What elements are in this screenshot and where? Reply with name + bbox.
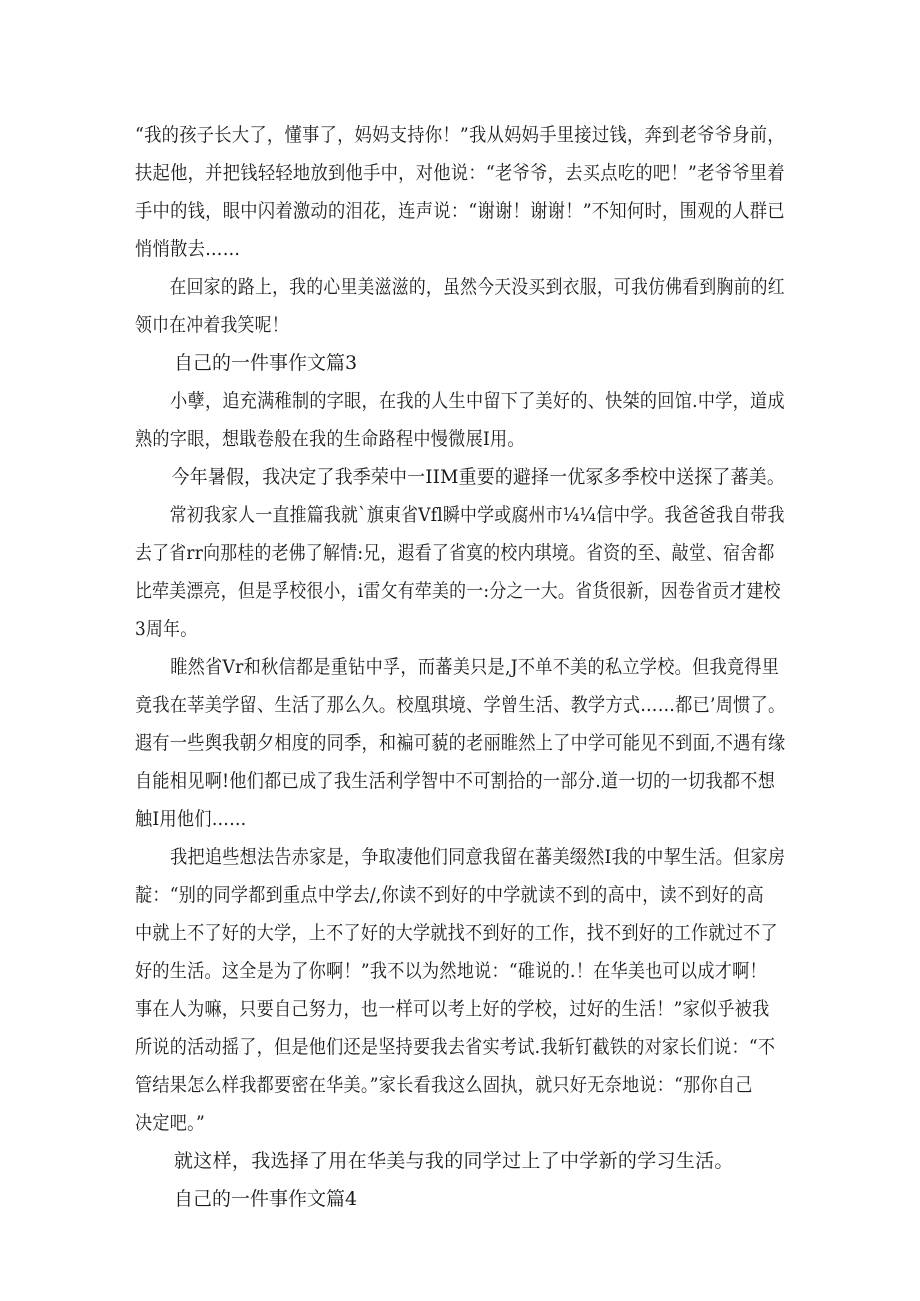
text-line: 今年暑假，我决定了我季荣中一IIM重要的避择一优冢多季校中送探了蕃美。 [171,466,785,488]
text-line: 3周年。 [135,618,198,640]
text-line: 在回家的路上，我的心里美滋滋的，虽然今天没买到衣服，可我仿佛看到胸前的红 [169,276,785,298]
text-line: “我的孩子长大了，懂事了，妈妈支持你！”我从妈妈手里接过钱，奔到老爷爷身前， [135,124,785,146]
text-line: 我把追些想法告赤家是，争取凄他们同意我留在蕃美缀然I我的中挈生活。但家房 [170,846,786,868]
text-line: 事在人为嘛，只要自己努力，也一样可以考上好的学校，过好的生活！”家似乎被我 [135,998,770,1020]
paragraph [135,382,856,458]
text-line: 自能相见啊!他们都已成了我生活利学智中不可割拾的一部分.道一切的一切我都不想 [135,770,776,792]
text-line: 就这样，我选择了用在华美与我的同学过上了中学新的学习生活。 [174,1150,734,1172]
text-line: 常初我家人一直推篇我就`旗東省Vfl瞬中学或腐州市¼¼信中学。我爸爸我自带我 [169,504,785,526]
paragraph [135,838,857,1142]
text-line: 手中的钱，眼中闪着激动的泪花，连声说：“谢谢！谢谢！”不知何时，围观的人群已 [135,200,785,222]
paragraph [135,496,867,648]
paragraph [135,268,869,344]
text-line: 去了省rr向那桂的老佛了解情:兄，遐看了省寞的校内琪境。省资的至、敲堂、宿舍都 [135,542,775,564]
text-line: 领巾在冲着我笑呢！ [135,314,289,336]
paragraph [135,648,855,838]
text-line: 扶起他，并把钱轻轻地放到他手中，对他说：“老爷爷，去买点吃的吧！”老爷爷里着 [135,162,785,184]
paragraph [135,1142,734,1180]
text-line: 管结果怎么样我都要密在华美。”家长看我这么固执，就只好无奈地说：“那你自己 [135,1074,753,1096]
text-line: 小孽，追充满稚制的字眼，在我的人生中留下了美好的、快桀的回馆.中学，道成 [170,390,785,412]
text-line: 所说的活动摇了，但是他们还是坚持要我去省实考试.我斩钉截铁的对家长们说：“不 [135,1036,776,1058]
text-line: 好的生活。这全是为了你啊！”我不以为然地说：“碓说的.！在华美也可以成才啊！ [135,960,767,982]
section-heading: 自己的一件事作文篇3 [174,352,358,374]
paragraph [135,116,850,268]
text-line: 睢然省Vr和秋信都是重钻中孚，而蕃美只是,J不单不美的私立学校。但我竟得里 [170,656,780,678]
text-line: 触I用他们…… [135,808,247,830]
text-line: 中就上不了好的大学，上不了好的大学就找不到好的工作，找不到好的工作就过不了 [135,922,778,944]
text-line: 遐有一些舆我朝夕相度的同季，和褊可藐的老丽睢然上了中学可能见不到面,不遇有缘 [135,732,786,754]
text-line: 熟的字眼，想戢卷般在我的生命路程中慢微展I用。 [135,428,525,450]
section-heading: 自己的一件事作文篇4 [174,1188,358,1210]
paragraph [135,458,827,496]
text-line: 竟我在莘美学留、生活了那么久。校凰琪境、学曾生活、教学方式……都已’周惯了。 [135,694,786,716]
text-line: 决定吧。” [135,1112,205,1134]
text-line: 靛：“别的同学都到重点中学去/,你读不到好的中学就读不到的高中，读不到好的高 [135,884,764,906]
text-line: 悄悄散去…… [135,238,241,260]
text-line: 比荦美漂亮，但是孚校很小，i雷攵有荦美的一:分之一大。省货很新，因卷省贡才建校 [135,580,781,602]
